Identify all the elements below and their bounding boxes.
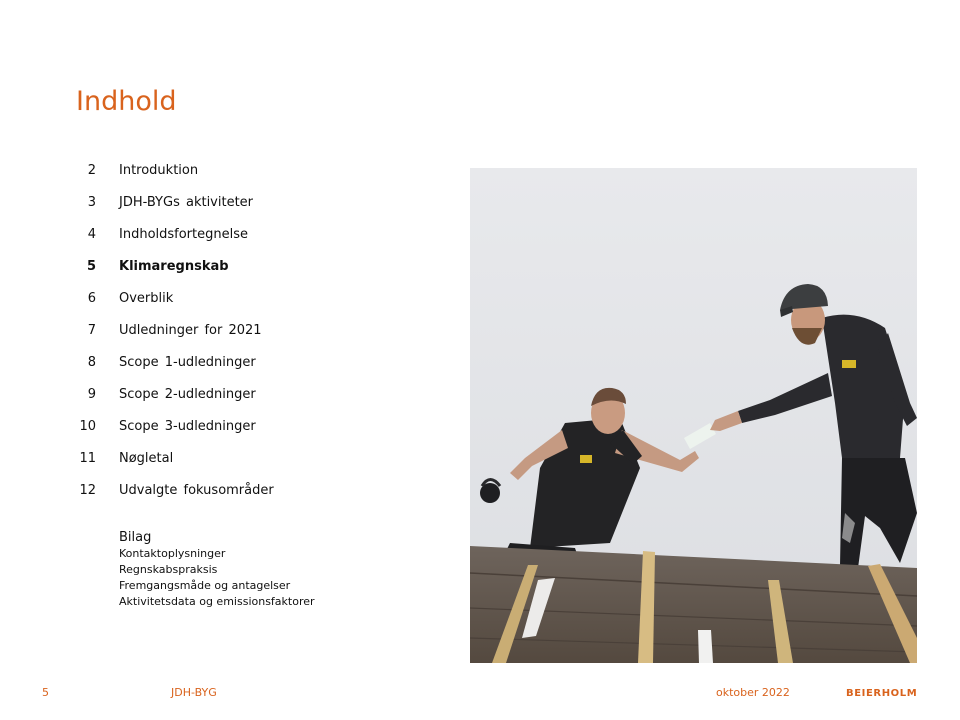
toc-page-number: 2 xyxy=(87,163,96,178)
toc-row xyxy=(76,226,416,258)
toc-page-number: 10 xyxy=(79,419,96,434)
toc-row xyxy=(76,386,416,418)
toc-row xyxy=(76,418,416,450)
appendix-list xyxy=(119,530,315,610)
toc-row xyxy=(76,322,416,354)
toc-label: Scope 1-udledninger xyxy=(119,355,256,370)
toc-label: Introduktion xyxy=(119,163,199,178)
toc-row xyxy=(76,290,416,322)
appendix-item: Aktivitetsdata og emissionsfaktorer xyxy=(119,595,315,608)
toc-page-number: 12 xyxy=(79,483,96,498)
toc-label: Udvalgte fokusområder xyxy=(119,483,274,498)
toc-page-number: 5 xyxy=(86,259,96,274)
toc-label: Scope 2-udledninger xyxy=(119,387,256,402)
toc-row xyxy=(76,354,416,386)
toc-label: Klimaregnskab xyxy=(119,259,229,274)
footer-date: oktober 2022 xyxy=(716,686,790,699)
toc-page-number: 9 xyxy=(87,387,96,402)
toc-row xyxy=(76,450,416,482)
toc-row xyxy=(76,482,416,514)
toc-row-current xyxy=(76,258,416,290)
toc-label: Overblik xyxy=(119,291,174,306)
rooftop-workers-photo xyxy=(470,168,917,663)
toc-page-number: 3 xyxy=(87,195,96,210)
footer-page-number: 5 xyxy=(42,686,49,699)
toc-label: Udledninger for 2021 xyxy=(119,323,262,338)
toc-label: Indholdsfortegnelse xyxy=(119,227,248,242)
toc-page-number: 6 xyxy=(87,291,96,306)
appendix-item: Regnskabspraksis xyxy=(119,563,218,576)
toc-row xyxy=(76,194,416,226)
toc-page-number: 7 xyxy=(87,323,96,338)
toc-row xyxy=(76,162,416,194)
toc-page-number: 11 xyxy=(79,451,96,466)
appendix-heading: Bilag xyxy=(119,530,152,545)
toc-label: Scope 3-udledninger xyxy=(119,419,256,434)
toc-label: JDH-BYGs aktiviteter xyxy=(119,195,254,210)
appendix-item: Fremgangsmåde og antagelser xyxy=(119,579,291,592)
page-title: Indhold xyxy=(76,86,177,117)
toc-page-number: 4 xyxy=(87,227,96,242)
footer-client-name: JDH-BYG xyxy=(171,686,217,699)
toc-label: Nøgletal xyxy=(119,451,174,466)
toc-page-number: 8 xyxy=(87,355,96,370)
logo-text: BEIERHOLM xyxy=(846,688,918,699)
appendix-item: Kontaktoplysninger xyxy=(119,547,226,560)
beierholm-logo xyxy=(846,684,918,703)
table-of-contents xyxy=(76,162,416,514)
